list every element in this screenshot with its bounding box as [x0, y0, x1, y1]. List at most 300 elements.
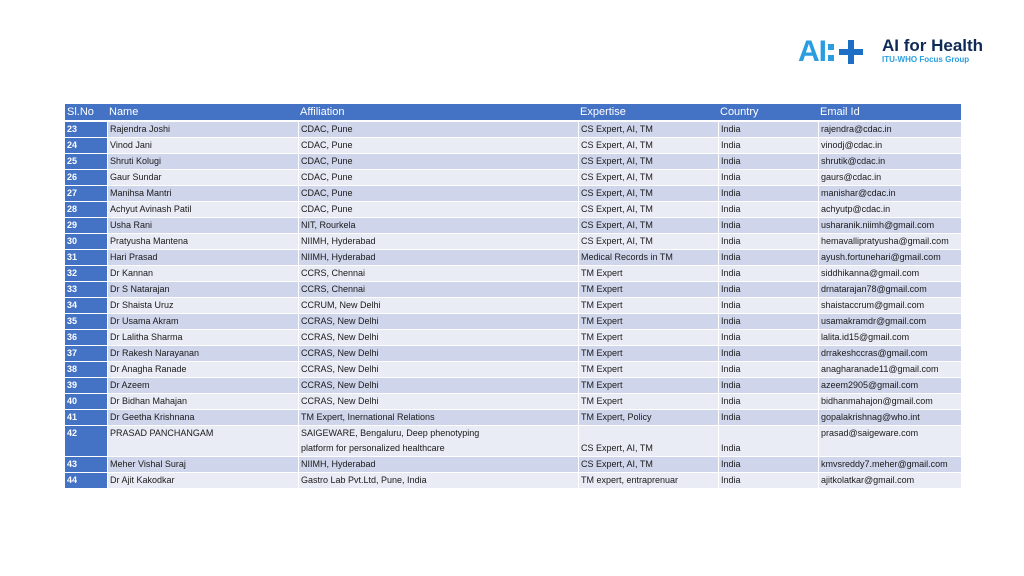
country-cell-text: India [721, 332, 741, 342]
affiliation-cell-text: CCRAS, New Delhi [301, 364, 379, 374]
name-cell-text: Dr Shaista Uruz [110, 300, 174, 310]
sl-no-cell-text: 42 [67, 428, 78, 438]
email-cell-text: shrutik@cdac.in [821, 156, 886, 166]
affiliation-cell-text: CDAC, Pune [301, 188, 353, 198]
expertise-cell [578, 122, 718, 138]
expertise-cell [578, 266, 718, 282]
expertise-cell-text: TM Expert [581, 300, 623, 310]
name-cell-text: Dr Ajit Kakodkar [110, 475, 175, 485]
table-row [65, 218, 961, 234]
country-cell-text: India [721, 396, 741, 406]
country-cell-text: India [721, 364, 741, 374]
sl-no-cell [65, 170, 107, 186]
table-row [65, 234, 961, 250]
logo-title: AI for Health [882, 36, 984, 55]
country-cell [718, 122, 818, 138]
country-cell-text: India [721, 156, 741, 166]
affiliation-cell-text: NIIMH, Hyderabad [301, 459, 376, 469]
affiliation-cell [298, 362, 578, 378]
country-cell-text: India [721, 475, 741, 485]
name-cell-text: Dr Kannan [110, 268, 154, 278]
expertise-cell [578, 426, 718, 457]
name-cell-text: Vinod Jani [110, 140, 152, 150]
email-cell-text: bidhanmahajon@gmail.com [821, 396, 933, 406]
email-cell [818, 457, 961, 473]
country-cell [718, 138, 818, 154]
affiliation-cell [298, 138, 578, 154]
expertise-cell-text [581, 426, 716, 441]
expertise-cell [578, 394, 718, 410]
email-cell-text: siddhikanna@gmail.com [821, 268, 920, 278]
name-cell [107, 202, 298, 218]
country-cell [718, 410, 818, 426]
expertise-cell-text: CS Expert, AI, TM [581, 204, 653, 214]
affiliation-cell [298, 394, 578, 410]
col-header-affiliation: Affiliation [298, 104, 578, 122]
name-cell-text: Usha Rani [110, 220, 153, 230]
expertise-cell-text: TM Expert [581, 380, 623, 390]
affiliation-cell [298, 250, 578, 266]
logo-ai-text: AI [798, 35, 826, 68]
country-cell [718, 457, 818, 473]
expertise-cell-text: CS Expert, AI, TM [581, 172, 653, 182]
country-cell [718, 170, 818, 186]
email-cell [818, 122, 961, 138]
affiliation-cell-text: Gastro Lab Pvt.Ltd, Pune, India [301, 475, 427, 485]
expertise-cell-text: TM Expert [581, 332, 623, 342]
name-cell [107, 378, 298, 394]
sl-no-cell-text: 27 [67, 188, 78, 198]
country-cell-text: India [721, 316, 741, 326]
email-cell [818, 314, 961, 330]
table-row [65, 314, 961, 330]
email-cell [818, 266, 961, 282]
affiliation-cell-text: NIIMH, Hyderabad [301, 252, 376, 262]
expertise-cell [578, 218, 718, 234]
sl-no-cell [65, 473, 107, 489]
table-row [65, 266, 961, 282]
name-cell [107, 234, 298, 250]
name-cell-text: Achyut Avinash Patil [110, 204, 192, 214]
sl-no-cell-text: 37 [67, 348, 78, 358]
affiliation-cell [298, 298, 578, 314]
sl-no-cell [65, 330, 107, 346]
affiliation-cell-text: CDAC, Pune [301, 172, 353, 182]
email-cell [818, 473, 961, 489]
sl-no-cell [65, 122, 107, 138]
country-cell [718, 346, 818, 362]
country-cell [718, 394, 818, 410]
affiliation-cell-text: CDAC, Pune [301, 124, 353, 134]
sl-no-cell [65, 138, 107, 154]
country-cell [718, 266, 818, 282]
sl-no-cell [65, 186, 107, 202]
sl-no-cell [65, 154, 107, 170]
expertise-cell [578, 186, 718, 202]
name-cell-text: PRASAD PANCHANGAM [110, 428, 214, 438]
logo-subtitle: ITU-WHO Focus Group [882, 55, 970, 64]
expertise-cell-text: TM Expert, Policy [581, 412, 652, 422]
affiliation-cell-text: CDAC, Pune [301, 140, 353, 150]
affiliation-cell-text: CDAC, Pune [301, 204, 353, 214]
country-cell-text: India [721, 252, 741, 262]
country-cell [718, 218, 818, 234]
country-cell-text: India [721, 236, 741, 246]
expertise-cell-text: CS Expert, AI, TM [581, 156, 653, 166]
name-cell-text: Dr Geetha Krishnana [110, 412, 195, 422]
expertise-cell-text: CS Expert, AI, TM [581, 459, 653, 469]
col-header-name: Name [107, 104, 298, 122]
country-cell [718, 298, 818, 314]
email-cell [818, 330, 961, 346]
expertise-cell-text: Medical Records in TM [581, 252, 673, 262]
sl-no-cell-text: 41 [67, 412, 78, 422]
country-cell [718, 202, 818, 218]
affiliation-cell [298, 170, 578, 186]
expertise-cell [578, 250, 718, 266]
country-cell [718, 362, 818, 378]
expertise-cell [578, 362, 718, 378]
sl-no-cell [65, 394, 107, 410]
country-cell-text: India [721, 220, 741, 230]
email-cell-text: drnatarajan78@gmail.com [821, 284, 927, 294]
table-row [65, 378, 961, 394]
affiliation-cell-text: CCRS, Chennai [301, 284, 366, 294]
logo-plus-icon [839, 40, 863, 64]
country-cell-text-line2: India [721, 443, 741, 453]
name-cell-text: Rajendra Joshi [110, 124, 171, 134]
sl-no-cell [65, 202, 107, 218]
country-cell [718, 473, 818, 489]
expertise-cell-text: TM Expert [581, 396, 623, 406]
email-cell [818, 410, 961, 426]
table-row [65, 154, 961, 170]
affiliation-cell-text: CCRAS, New Delhi [301, 396, 379, 406]
country-cell-text: India [721, 348, 741, 358]
affiliation-cell [298, 218, 578, 234]
col-header-email: Email Id [818, 104, 961, 122]
affiliation-cell-text: TM Expert, Inernational Relations [301, 412, 435, 422]
country-cell-text: India [721, 284, 741, 294]
expertise-cell [578, 154, 718, 170]
table-row [65, 410, 961, 426]
name-cell-text: Pratyusha Mantena [110, 236, 189, 246]
expertise-cell-text: CS Expert, AI, TM [581, 236, 653, 246]
logo-mark [798, 36, 863, 68]
name-cell [107, 298, 298, 314]
email-cell-text: usharanik.niimh@gmail.com [821, 220, 935, 230]
affiliation-cell-text: CCRUM, New Delhi [301, 300, 381, 310]
country-cell [718, 234, 818, 250]
email-cell-text: azeem2905@gmail.com [821, 380, 919, 390]
col-header-country: Country [718, 104, 818, 122]
name-cell [107, 314, 298, 330]
expertise-cell-text: TM expert, entraprenuar [581, 475, 679, 485]
table-header [65, 104, 961, 122]
table-row [65, 362, 961, 378]
name-cell [107, 186, 298, 202]
country-cell-text: India [721, 459, 741, 469]
table-row [65, 346, 961, 362]
email-cell-text: usamakramdr@gmail.com [821, 316, 927, 326]
sl-no-cell-text: 33 [67, 284, 78, 294]
expertise-cell [578, 330, 718, 346]
name-cell-text: Shruti Kolugi [110, 156, 162, 166]
sl-no-cell-text: 32 [67, 268, 78, 278]
table-row [65, 122, 961, 138]
sl-no-cell [65, 250, 107, 266]
email-cell [818, 378, 961, 394]
country-cell-text: India [721, 188, 741, 198]
country-cell-text: India [721, 268, 741, 278]
affiliation-cell-text: CDAC, Pune [301, 156, 353, 166]
email-cell [818, 346, 961, 362]
name-cell-text: Meher Vishal Suraj [110, 459, 186, 469]
name-cell [107, 457, 298, 473]
affiliation-cell [298, 473, 578, 489]
expertise-cell-text: TM Expert [581, 316, 623, 326]
header-row [65, 104, 961, 122]
country-cell-text: India [721, 300, 741, 310]
name-cell [107, 154, 298, 170]
sl-no-cell-text: 23 [67, 124, 78, 134]
name-cell-text: Gaur Sundar [110, 172, 162, 182]
email-cell-text: ayush.fortunehari@gmail.com [821, 252, 941, 262]
name-cell [107, 346, 298, 362]
name-cell [107, 330, 298, 346]
sl-no-cell-text: 28 [67, 204, 78, 214]
affiliation-cell-text: CCRAS, New Delhi [301, 332, 379, 342]
email-cell [818, 298, 961, 314]
table-row [65, 186, 961, 202]
sl-no-cell-text: 30 [67, 236, 78, 246]
name-cell [107, 426, 298, 457]
name-cell-text: Hari Prasad [110, 252, 158, 262]
table-row [65, 426, 961, 457]
country-cell [718, 154, 818, 170]
affiliation-cell [298, 330, 578, 346]
country-cell [718, 250, 818, 266]
email-cell-text: prasad@saigeware.com [821, 428, 919, 438]
col-header-sl-no: Sl.No [65, 104, 107, 122]
table-row [65, 202, 961, 218]
email-cell [818, 426, 961, 457]
email-cell-text: rajendra@cdac.in [821, 124, 892, 134]
sl-no-cell [65, 346, 107, 362]
expertise-cell [578, 457, 718, 473]
sl-no-cell [65, 457, 107, 473]
name-cell [107, 250, 298, 266]
name-cell [107, 138, 298, 154]
affiliation-cell [298, 346, 578, 362]
country-cell [718, 330, 818, 346]
expertise-cell-text: CS Expert, AI, TM [581, 220, 653, 230]
email-cell [818, 394, 961, 410]
expertise-cell [578, 410, 718, 426]
sl-no-cell [65, 282, 107, 298]
affiliation-cell [298, 186, 578, 202]
country-cell [718, 186, 818, 202]
country-cell [718, 282, 818, 298]
affiliation-cell-text: CCRAS, New Delhi [301, 348, 379, 358]
expertise-cell [578, 473, 718, 489]
table-row [65, 138, 961, 154]
expertise-cell [578, 298, 718, 314]
affiliation-cell [298, 202, 578, 218]
email-cell-text: ajitkolatkar@gmail.com [821, 475, 915, 485]
sl-no-cell [65, 298, 107, 314]
expertise-cell-text-line2: CS Expert, AI, TM [581, 443, 653, 453]
affiliation-cell-text: CCRAS, New Delhi [301, 380, 379, 390]
table-body [65, 122, 961, 489]
email-cell-text: manishar@cdac.in [821, 188, 896, 198]
expertise-cell [578, 234, 718, 250]
name-cell [107, 282, 298, 298]
sl-no-cell [65, 314, 107, 330]
affiliation-cell [298, 378, 578, 394]
sl-no-cell-text: 35 [67, 316, 78, 326]
email-cell-text: lalita.id15@gmail.com [821, 332, 910, 342]
sl-no-cell-text: 26 [67, 172, 78, 182]
name-cell [107, 473, 298, 489]
name-cell-text: Dr Azeem [110, 380, 150, 390]
name-cell-text: Dr Bidhan Mahajan [110, 396, 188, 406]
name-cell [107, 362, 298, 378]
name-cell-text: Dr Rakesh Narayanan [110, 348, 200, 358]
sl-no-cell [65, 426, 107, 457]
name-cell-text: Manihsa Mantri [110, 188, 172, 198]
affiliation-cell-text: CCRS, Chennai [301, 268, 366, 278]
table-row [65, 394, 961, 410]
affiliation-cell-text: NIIMH, Hyderabad [301, 236, 376, 246]
email-cell [818, 218, 961, 234]
affiliation-cell [298, 154, 578, 170]
affiliation-cell [298, 122, 578, 138]
table-row [65, 298, 961, 314]
sl-no-cell-text: 25 [67, 156, 78, 166]
affiliation-cell-text: NIT, Rourkela [301, 220, 356, 230]
expertise-cell-text: TM Expert [581, 268, 623, 278]
sl-no-cell [65, 410, 107, 426]
affiliation-cell-text: SAIGEWARE, Bengaluru, Deep phenotyping [301, 428, 480, 438]
table-row [65, 330, 961, 346]
experts-table [65, 104, 961, 489]
affiliation-cell [298, 457, 578, 473]
sl-no-cell-text: 29 [67, 220, 78, 230]
col-header-expertise: Expertise [578, 104, 718, 122]
name-cell [107, 394, 298, 410]
name-cell [107, 410, 298, 426]
sl-no-cell [65, 362, 107, 378]
expertise-cell-text: CS Expert, AI, TM [581, 188, 653, 198]
expertise-cell-text: CS Expert, AI, TM [581, 124, 653, 134]
expertise-cell [578, 170, 718, 186]
email-cell-text: vinodj@cdac.in [821, 140, 883, 150]
expertise-cell [578, 202, 718, 218]
affiliation-cell [298, 282, 578, 298]
table-row [65, 282, 961, 298]
affiliation-cell [298, 426, 578, 457]
country-cell-text: India [721, 412, 741, 422]
sl-no-cell [65, 234, 107, 250]
sl-no-cell-text: 40 [67, 396, 78, 406]
name-cell [107, 266, 298, 282]
country-cell-text: India [721, 124, 741, 134]
expertise-cell-text: CS Expert, AI, TM [581, 140, 653, 150]
expertise-cell [578, 282, 718, 298]
expertise-cell-text: TM Expert [581, 284, 623, 294]
affiliation-cell-text: CCRAS, New Delhi [301, 316, 379, 326]
sl-no-cell-text: 24 [67, 140, 78, 150]
email-cell [818, 202, 961, 218]
email-cell [818, 234, 961, 250]
name-cell [107, 218, 298, 234]
email-cell [818, 138, 961, 154]
country-cell-text: India [721, 204, 741, 214]
email-cell-text: drrakeshccras@gmail.com [821, 348, 928, 358]
expertise-cell [578, 378, 718, 394]
expertise-cell [578, 138, 718, 154]
email-cell-text: anagharanade11@gmail.com [821, 364, 939, 374]
sl-no-cell [65, 266, 107, 282]
name-cell-text: Dr Lalitha Sharma [110, 332, 183, 342]
name-cell-text: Dr Usama Akram [110, 316, 179, 326]
email-cell [818, 170, 961, 186]
name-cell-text: Dr Anagha Ranade [110, 364, 187, 374]
email-cell [818, 250, 961, 266]
sl-no-cell-text: 43 [67, 459, 78, 469]
country-cell [718, 426, 818, 457]
sl-no-cell-text: 36 [67, 332, 78, 342]
logo-text [882, 36, 983, 65]
name-cell-text: Dr S Natarajan [110, 284, 170, 294]
affiliation-cell-text-line2: platform for personalized healthcare [301, 443, 445, 453]
email-cell-text: shaistaccrum@gmail.com [821, 300, 925, 310]
affiliation-cell [298, 234, 578, 250]
expertise-cell [578, 314, 718, 330]
table-row [65, 473, 961, 489]
sl-no-cell-text: 38 [67, 364, 78, 374]
country-cell-text [721, 426, 816, 441]
email-cell-text: achyutp@cdac.in [821, 204, 891, 214]
ai-for-health-logo [798, 36, 988, 68]
logo-colon-icon [828, 42, 834, 62]
country-cell-text: India [721, 140, 741, 150]
affiliation-cell [298, 266, 578, 282]
email-cell-text: kmvsreddy7.meher@gmail.com [821, 459, 948, 469]
expertise-cell-text: TM Expert [581, 364, 623, 374]
name-cell [107, 170, 298, 186]
sl-no-cell-text: 44 [67, 475, 78, 485]
email-cell [818, 186, 961, 202]
affiliation-cell [298, 314, 578, 330]
sl-no-cell-text: 34 [67, 300, 78, 310]
country-cell [718, 314, 818, 330]
country-cell [718, 378, 818, 394]
affiliation-cell [298, 410, 578, 426]
sl-no-cell-text: 39 [67, 380, 78, 390]
sl-no-cell-text: 31 [67, 252, 78, 262]
table-row [65, 170, 961, 186]
table-row [65, 457, 961, 473]
email-cell-text: hemavallipratyusha@gmail.com [821, 236, 949, 246]
email-cell [818, 282, 961, 298]
expertise-cell-text: TM Expert [581, 348, 623, 358]
table-row [65, 250, 961, 266]
email-cell [818, 154, 961, 170]
sl-no-cell [65, 218, 107, 234]
expertise-cell [578, 346, 718, 362]
